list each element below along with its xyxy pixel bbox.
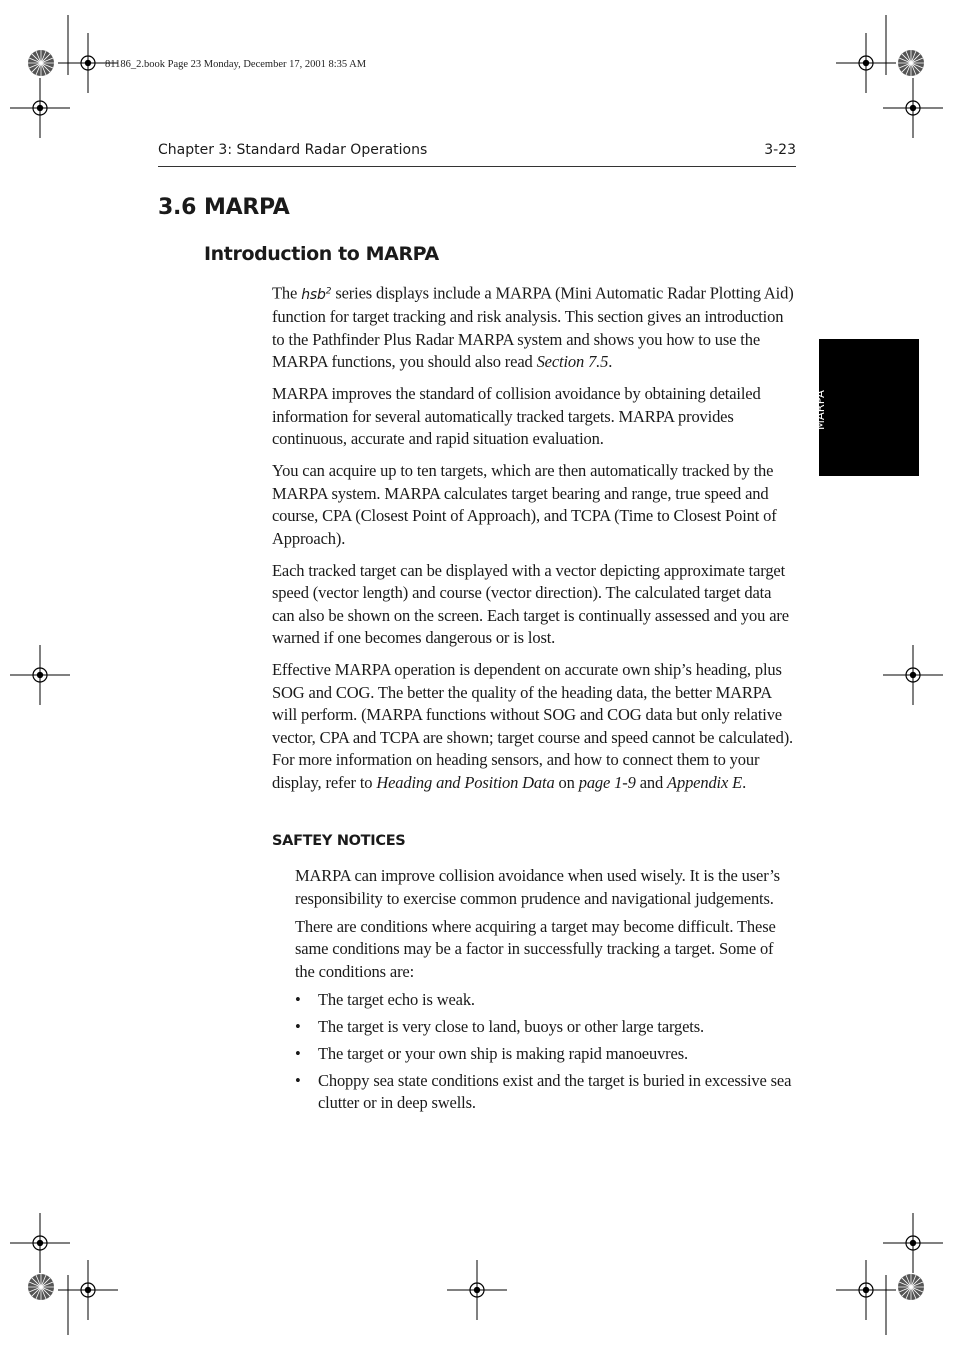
text-run: The — [272, 283, 302, 303]
list-item — [295, 989, 797, 1012]
bullet: • — [295, 1070, 301, 1090]
paragraph — [272, 659, 796, 794]
text-run: on — [554, 772, 579, 792]
paragraph: MARPA improves the standard of collision avoidance by obtaining detailed information for several automatically tracked targets. MARPA provides continuous, accurate and rapid situation evaluation. — [272, 384, 761, 449]
text-run: . — [742, 772, 747, 792]
body-text — [272, 280, 796, 804]
bullet: • — [295, 989, 301, 1009]
list-item — [295, 1016, 797, 1039]
bullet: • — [295, 1043, 301, 1063]
registration-mark-icon — [447, 1260, 507, 1320]
bullet: • — [295, 1016, 301, 1036]
section-heading — [158, 195, 290, 220]
paragraph: MARPA can improve collision avoidance when used wisely. It is the user’s responsibility to exercise common prudence and navigational judgements. — [295, 866, 780, 908]
safety-notices — [295, 865, 797, 1119]
registration-mark-icon — [883, 78, 943, 138]
registration-mark-icon — [836, 33, 896, 93]
registration-mark-icon — [10, 645, 70, 705]
section-title: MARPA — [204, 195, 290, 220]
running-header — [158, 142, 796, 167]
text-run: and — [635, 772, 668, 792]
star-target-icon — [28, 1274, 54, 1300]
text-run: Effective MARPA operation is dependent on accurate own ship’s heading, plus SOG and COG. The better the quality of the heading data, the better MARPA will perform. (MARPA functions without SOG and COG data but only relative vector, CPA and TCPA are shown; target course and speed cannot be calculated). For more information on heading sensors, and how to connect them to your display, refer to — [272, 660, 794, 792]
list-item-text: The target echo is weak. — [318, 989, 475, 1009]
cross-reference: Heading and Position Data — [376, 772, 555, 792]
list-item — [295, 1070, 797, 1115]
cross-reference: Section 7.5 — [536, 352, 609, 372]
section-number: 3.6 — [158, 195, 197, 220]
list-item-text: The target is very close to land, buoys or other large targets. — [318, 1016, 704, 1036]
list-item-text: Choppy sea state conditions exist and the target is buried in excessive sea clutter or in deep swells. — [318, 1070, 792, 1112]
page-number: 3-23 — [764, 142, 796, 158]
cross-reference: Appendix E — [667, 772, 743, 792]
brand-superscript: 2 — [325, 286, 332, 296]
star-target-icon — [898, 50, 924, 76]
safety-heading: SAFTEY NOTICES — [272, 833, 406, 849]
cross-reference: page 1-9 — [578, 772, 636, 792]
list-item — [295, 1043, 797, 1066]
text-run: series displays include a MARPA (Mini Automatic Radar Plotting Aid) function for target tracking and risk analysis. This section gives an introduction to the Pathfinder Plus Radar MARPA system and shows you how to use the MARPA functions, you should also read — [272, 283, 794, 372]
conditions-list — [295, 989, 797, 1115]
registration-mark-icon — [10, 1213, 70, 1273]
registration-mark-icon — [836, 1260, 896, 1320]
side-tab — [819, 339, 919, 476]
paragraph — [272, 280, 796, 374]
registration-mark-icon — [58, 1260, 118, 1320]
list-item-text: The target or your own ship is making rapid manoeuvres. — [318, 1043, 688, 1063]
brand-name — [301, 287, 331, 303]
brand-text: hsb — [301, 286, 326, 303]
book-slug: 81186_2.book Page 23 Monday, December 17, 2001 8:35 AM — [105, 59, 367, 70]
side-tab-label: MARPA — [813, 390, 827, 430]
star-target-icon — [898, 1274, 924, 1300]
chapter-title: Chapter 3: Standard Radar Operations — [158, 142, 428, 158]
registration-mark-icon — [10, 78, 70, 138]
registration-mark-icon — [883, 645, 943, 705]
paragraph: Each tracked target can be displayed with a vector depicting approximate target speed (vector length) and course (vector direction). The calculated target data can also be shown on the screen. Each target is continually assessed and you are warned if one becomes dangerous or is lost. — [272, 560, 789, 648]
registration-mark-icon — [883, 1213, 943, 1273]
subsection-heading: Introduction to MARPA — [204, 243, 439, 265]
paragraph: You can acquire up to ten targets, which are then automatically tracked by the MARPA system. MARPA calculates target bearing and range, true speed and course, CPA (Closest Point of Approach), and TCPA (Time to Closest Point of Approach). — [272, 461, 777, 548]
text-run: . — [608, 352, 613, 372]
paragraph: There are conditions where acquiring a target may become difficult. These same conditions may be a factor in successfully tracking a target. Some of the conditions are: — [295, 916, 776, 981]
star-target-icon — [28, 50, 54, 76]
